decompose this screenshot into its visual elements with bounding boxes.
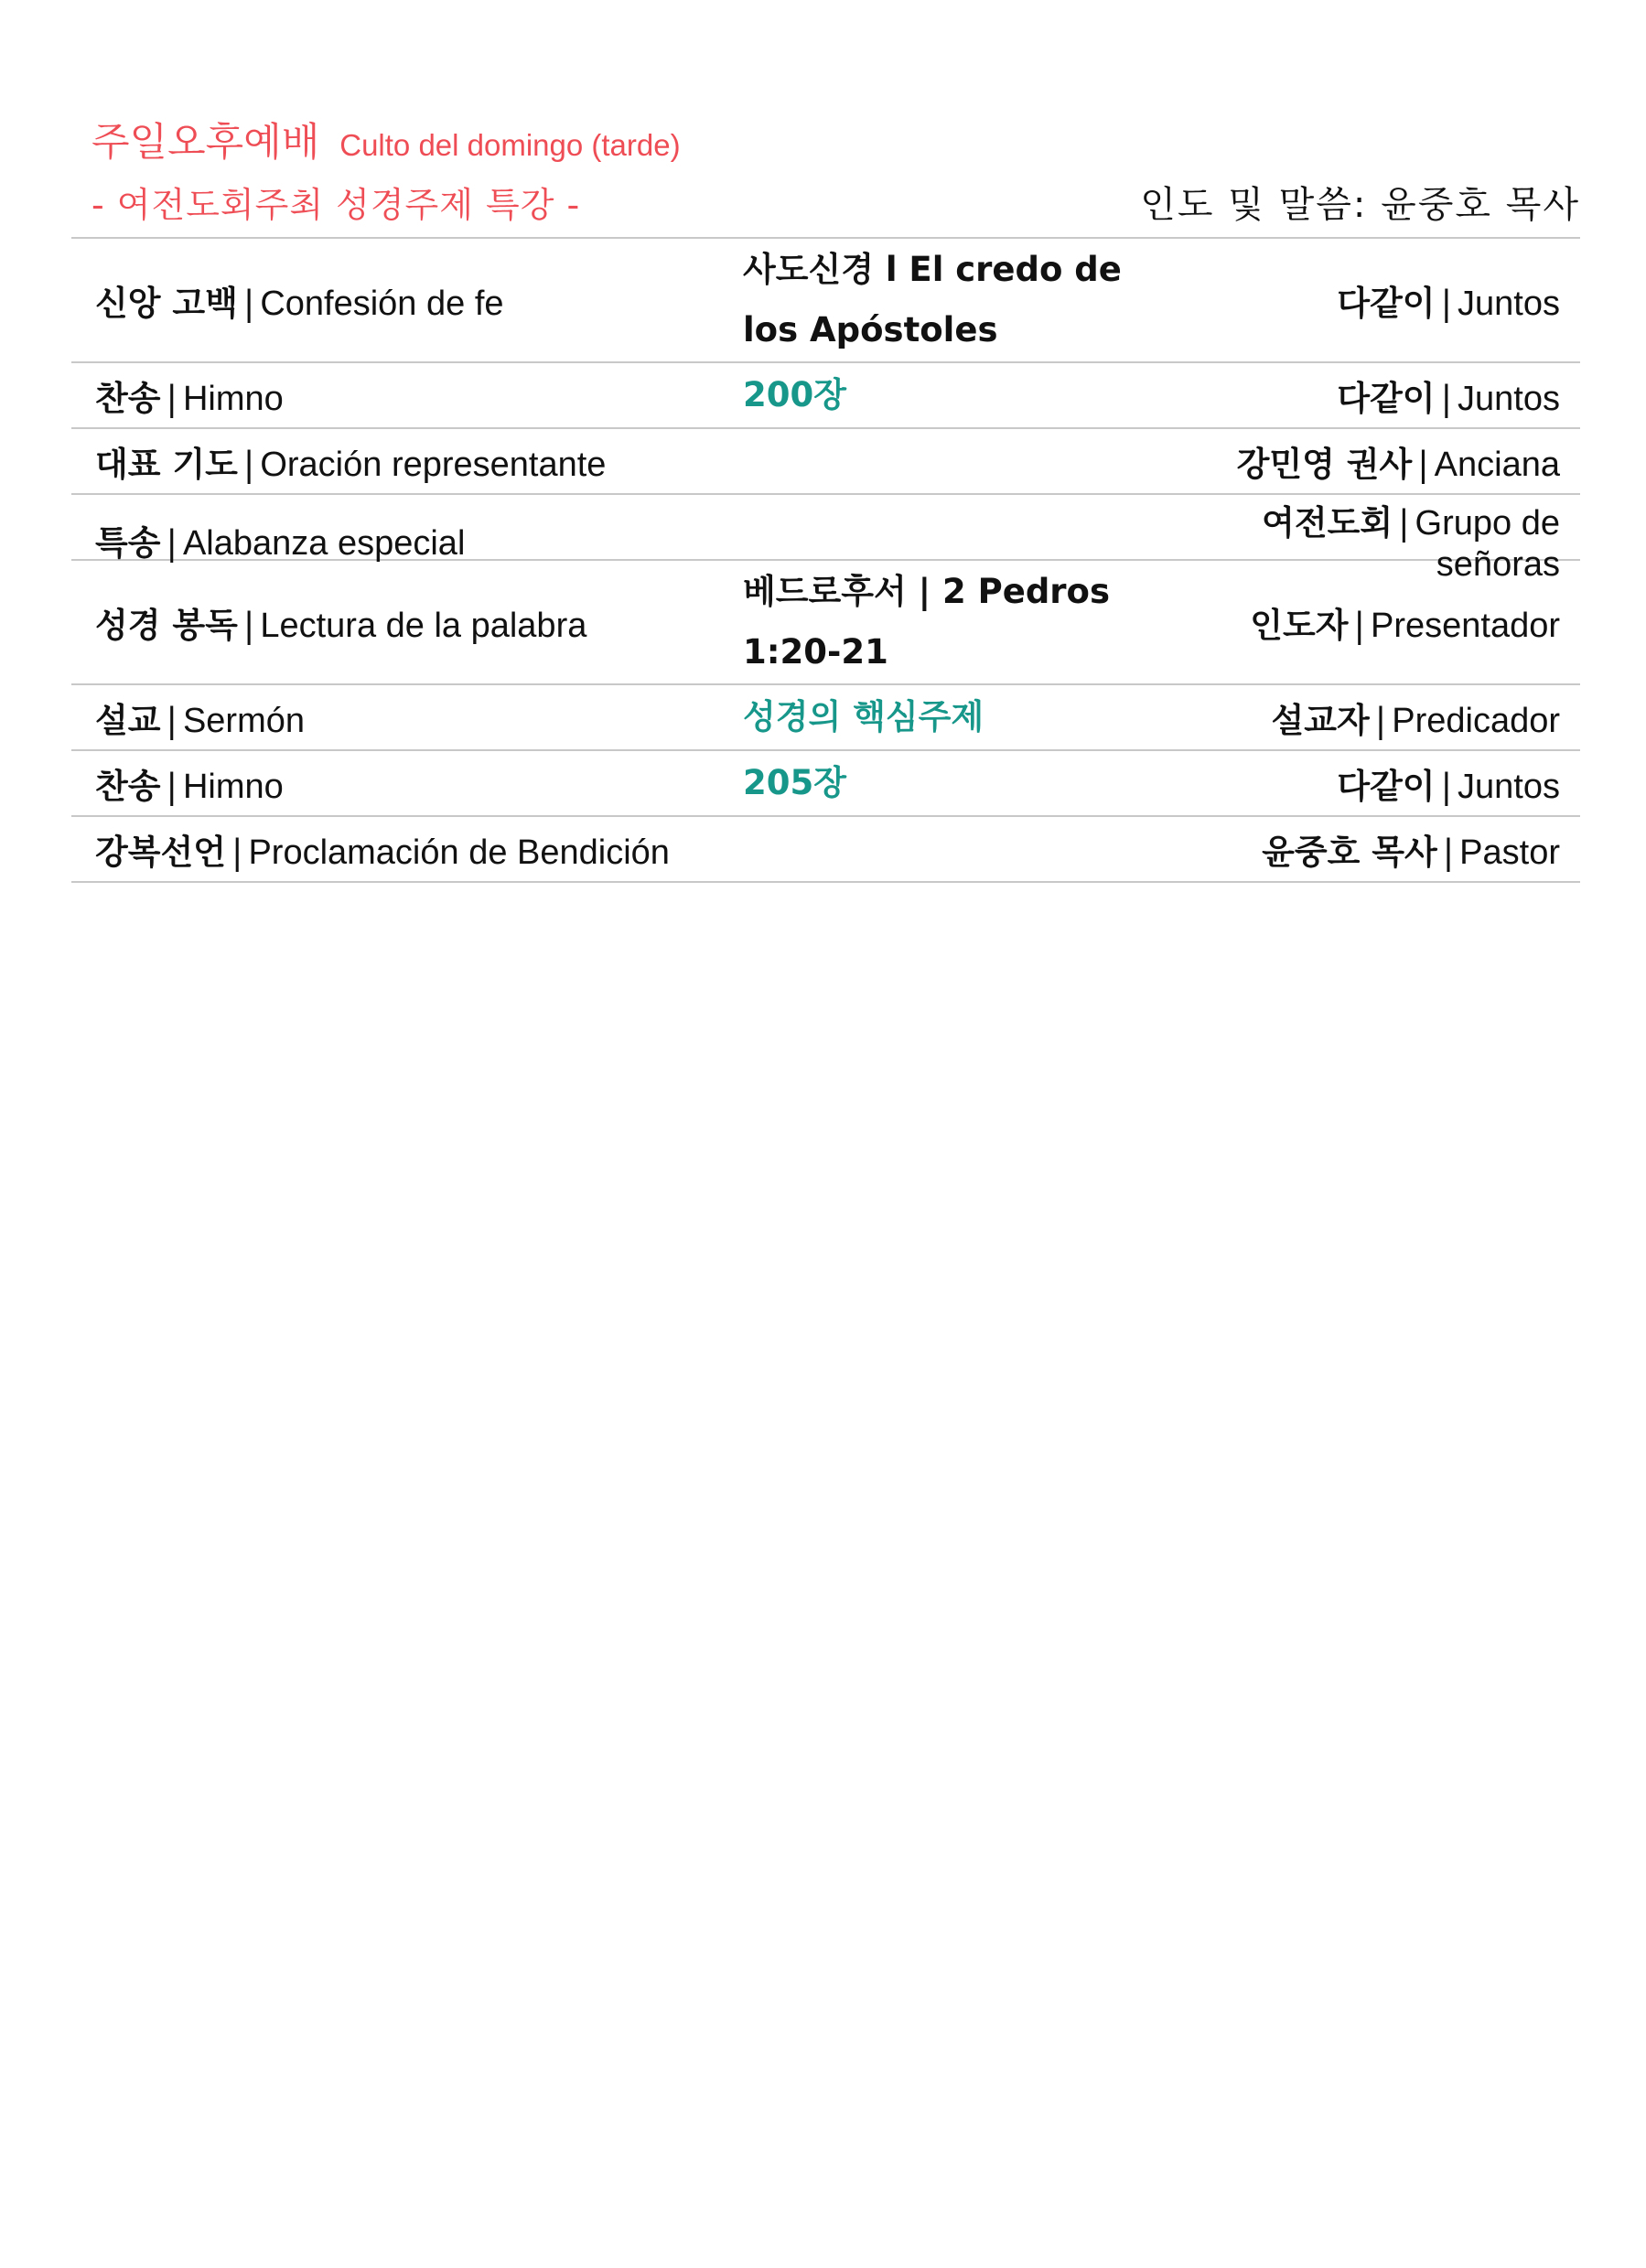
content-cell: 베드로후서 | 2 Pedros 1:20-21	[743, 572, 1110, 672]
item-korean: 설교	[95, 701, 161, 740]
item-cell	[71, 597, 743, 647]
content-cell: 200장	[743, 375, 846, 414]
service-title-spanish: Culto del domingo (tarde)	[339, 128, 681, 162]
separator: |	[1374, 701, 1387, 740]
separator: |	[1440, 379, 1453, 418]
service-title	[91, 112, 1580, 176]
separator: |	[242, 606, 255, 645]
table-row	[71, 751, 1580, 817]
person-korean: 강민영 권사	[1236, 445, 1413, 484]
subtitle-line	[91, 176, 1580, 238]
order-of-worship-table	[71, 237, 1580, 883]
item-spanish: Confesión de fe	[260, 285, 504, 323]
item-korean: 찬송	[95, 379, 161, 418]
person-cell	[1182, 275, 1580, 325]
separator: |	[166, 523, 178, 563]
item-korean: 대표 기도	[95, 445, 238, 484]
person-spanish: Juntos	[1458, 380, 1560, 418]
person-korean: 설교자	[1271, 701, 1370, 740]
person-cell	[1182, 758, 1580, 808]
person-korean: 다같이	[1337, 379, 1436, 418]
person-spanish: Juntos	[1458, 285, 1560, 323]
service-header	[91, 112, 1580, 238]
service-subtitle: - 여전도회주최 성경주제 특강 -	[91, 185, 581, 225]
separator: |	[1398, 503, 1410, 543]
content-cell: 사도신경 l El credo de los Apóstoles	[743, 250, 1122, 349]
separator: |	[166, 701, 178, 740]
item-cell	[71, 371, 743, 420]
person-cell	[1182, 693, 1580, 742]
person-cell	[1182, 371, 1580, 420]
table-row	[71, 429, 1580, 495]
item-spanish: Himno	[182, 380, 284, 418]
person-korean: 여전도회	[1262, 503, 1393, 543]
item-cell	[71, 824, 743, 874]
item-korean: 신앙 고백	[95, 284, 238, 323]
content-cell: 성경의 핵심주제	[743, 697, 984, 736]
person-korean: 윤중호 목사	[1262, 833, 1437, 872]
separator: |	[1417, 445, 1429, 484]
table-row	[71, 239, 1580, 363]
person-spanish: Presentador	[1370, 607, 1560, 645]
item-cell	[71, 275, 743, 325]
content-cell: 205장	[743, 763, 846, 802]
table-row	[71, 495, 1580, 584]
item-spanish: Proclamación de Bendición	[248, 833, 670, 872]
item-cell	[71, 758, 743, 808]
service-leader: 인도 및 말씀: 윤중호 목사	[1140, 184, 1580, 226]
item-cell	[71, 436, 743, 486]
table-row	[71, 685, 1580, 751]
person-cell	[1182, 597, 1580, 647]
person-cell	[1182, 436, 1580, 486]
person-spanish: Anciana	[1434, 446, 1560, 484]
person-korean: 다같이	[1337, 284, 1436, 323]
separator: |	[1440, 284, 1453, 323]
item-spanish: Alabanza especial	[182, 524, 466, 563]
item-cell	[71, 515, 743, 564]
item-korean: 강복선언	[95, 833, 226, 872]
item-spanish: Lectura de la palabra	[260, 607, 587, 645]
person-spanish: Predicador	[1392, 702, 1560, 740]
item-korean: 특송	[95, 523, 161, 563]
item-spanish: Oración representante	[260, 446, 607, 484]
item-korean: 성경 봉독	[95, 606, 238, 645]
separator: |	[1440, 767, 1453, 806]
table-row	[71, 363, 1580, 429]
person-spanish: Grupo de señoras	[1415, 504, 1560, 584]
person-korean: 다같이	[1337, 767, 1436, 806]
separator: |	[1442, 833, 1455, 872]
person-spanish: Pastor	[1459, 833, 1560, 872]
person-spanish: Juntos	[1458, 768, 1560, 806]
separator: |	[242, 445, 255, 484]
separator: |	[231, 833, 243, 872]
person-cell	[1182, 824, 1580, 874]
person-cell	[1182, 495, 1580, 585]
item-spanish: Himno	[182, 768, 284, 806]
table-row	[71, 817, 1580, 883]
separator: |	[1353, 606, 1365, 645]
separator: |	[166, 379, 178, 418]
person-korean: 인도자	[1250, 606, 1349, 645]
service-title-korean: 주일오후예배	[91, 120, 320, 166]
separator: |	[166, 767, 178, 806]
item-korean: 찬송	[95, 767, 161, 806]
item-cell	[71, 693, 743, 742]
item-spanish: Sermón	[182, 702, 306, 740]
separator: |	[242, 284, 255, 323]
